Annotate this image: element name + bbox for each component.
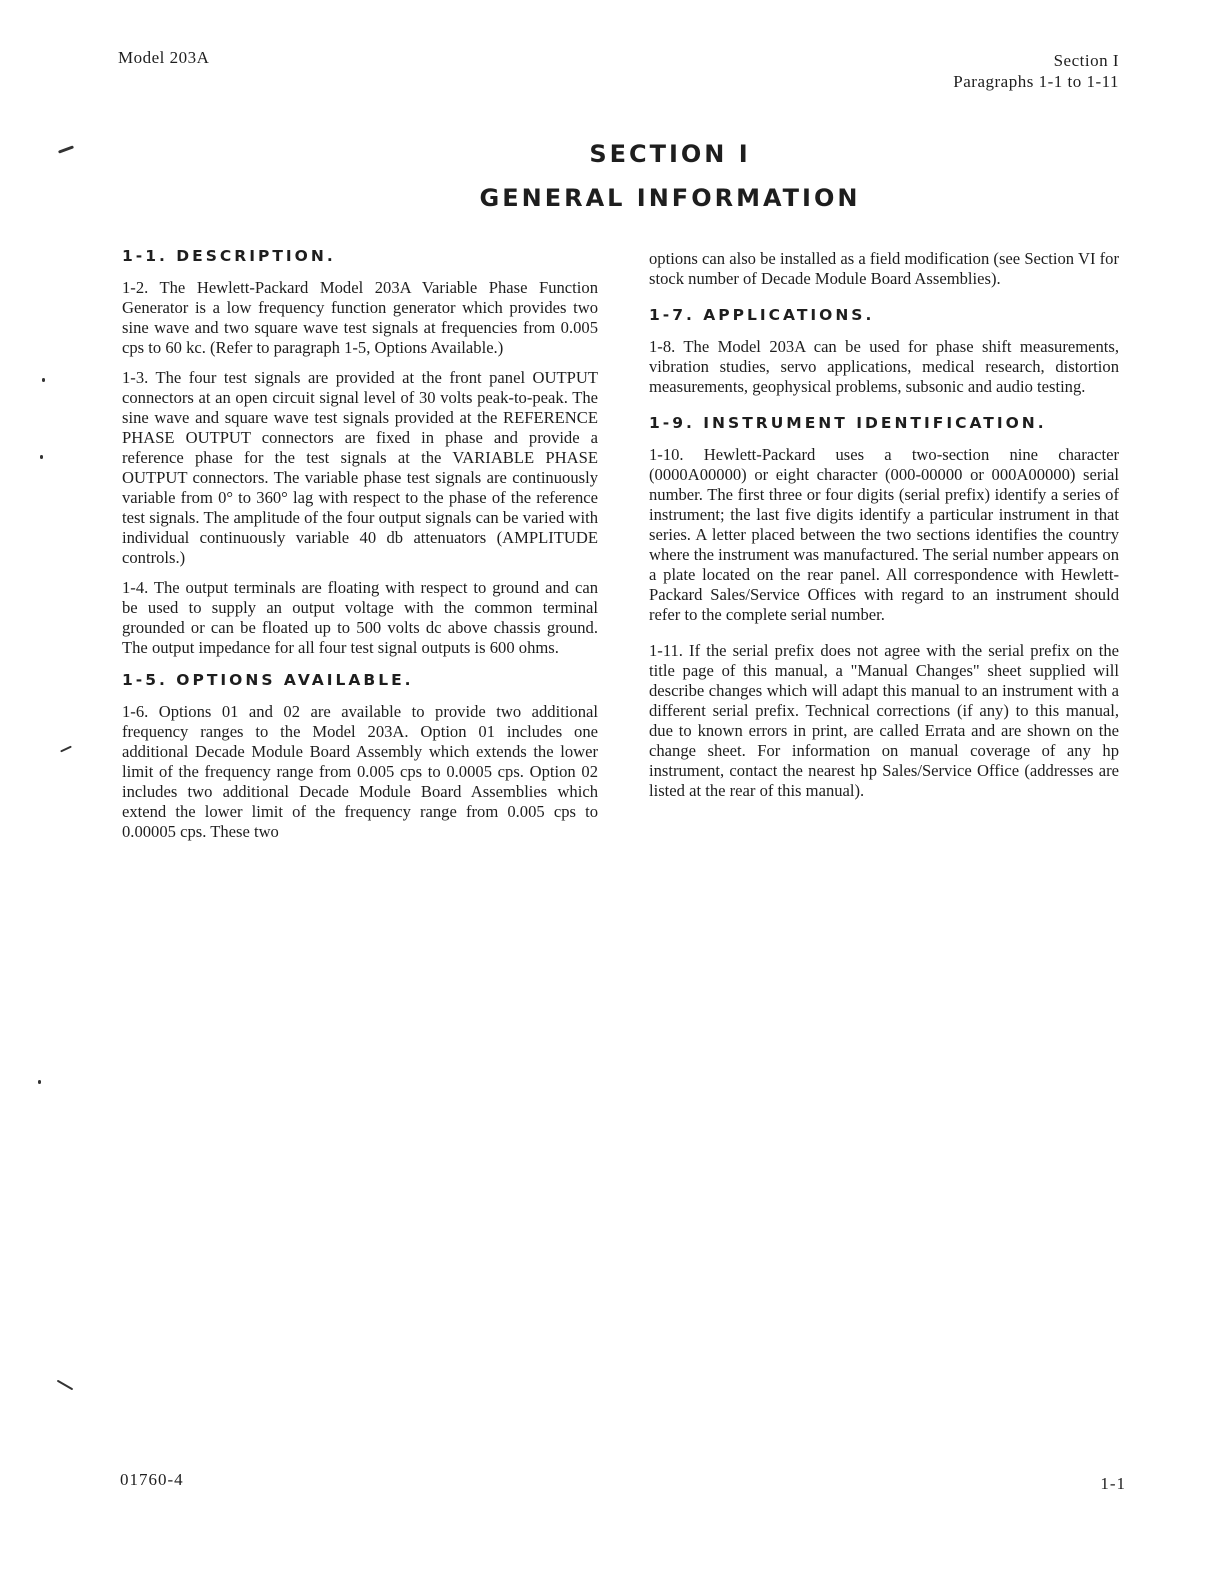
- heading-options-available: 1-5. OPTIONS AVAILABLE.: [122, 671, 414, 689]
- paragraph-1-6-continued: options can also be installed as a field modification (see Section VI for stock number of Decade Module Board Assemblies).: [649, 249, 1119, 288]
- paragraph-1-10: 1-10. Hewlett-Packard uses a two-section nine character (0000A00000) or eight character (000-00000 or 000A00000) serial number. The first three or four digits (serial prefix) identify a series of instrument; the last five digits identify a particular instrument in that series. A letter placed between the two sections identifies the country where the instrument was manufactured. The serial number appears on a plate located on the rear panel. All correspondence with Hewlett-Packard Sales/Service Offices with regard to an instrument should refer to the complete serial number.: [649, 445, 1119, 624]
- heading-description: 1-1. DESCRIPTION.: [122, 247, 336, 265]
- section-title: SECTION I: [589, 140, 751, 168]
- heading-applications: 1-7. APPLICATIONS.: [649, 306, 875, 324]
- paragraph-1-2: 1-2. The Hewlett-Packard Model 203A Variable Phase Function Generator is a low frequency function generator which provides two sine wave and two square wave test signals at frequencies from 0.005 cps to 60 kc. (Refer to paragraph 1-5, Options Available.): [122, 278, 598, 357]
- scan-mark: [57, 1380, 74, 1391]
- header-model: Model 203A: [118, 48, 210, 67]
- heading-instrument-identification: 1-9. INSTRUMENT IDENTIFICATION.: [649, 414, 1047, 432]
- section-subtitle: GENERAL INFORMATION: [479, 184, 861, 212]
- scan-mark: [42, 378, 45, 382]
- header-paragraphs: Paragraphs 1-1 to 1-11: [953, 72, 1119, 91]
- header-section: Section I: [1053, 51, 1119, 70]
- footer-page-number: 1-1: [1100, 1474, 1126, 1493]
- scan-mark: [38, 1080, 41, 1084]
- paragraph-1-6: 1-6. Options 01 and 02 are available to provide two additional frequency ranges to the Model 203A. Option 01 includes one additional Decade Module Board Assembly which extends the lower limit of the frequency range from 0.005 cps to 0.0005 cps. Option 02 includes two additional Decade Module Board Assemblies which extend the lower limit of the frequency range from 0.005 cps to 0.00005 cps. These two: [122, 702, 598, 841]
- right-column: [649, 249, 1119, 811]
- paragraph-1-8: 1-8. The Model 203A can be used for phase shift measurements, vibration studies, servo applications, medical research, distortion measurements, geophysical problems, subsonic and audio testing.: [649, 337, 1119, 396]
- scan-mark: [60, 746, 72, 753]
- paragraph-1-4: 1-4. The output terminals are floating with respect to ground and can be used to supply an output voltage with the common terminal grounded or can be floated up to 500 volts dc above chassis ground. The output impedance for all four test signal outputs is 600 ohms.: [122, 578, 598, 657]
- footer-doc-number: 01760-4: [120, 1470, 184, 1489]
- paragraph-1-3: 1-3. The four test signals are provided at the front panel OUTPUT connectors at an open circuit signal level of 30 volts peak-to-peak. The sine wave and square wave test signals provided at the REFERENCE PHASE OUTPUT connectors are fixed in phase and provide a reference phase for the test signals at the VARIABLE PHASE OUTPUT connectors. The variable phase test signals are continuously variable from 0° to 360° lag with respect to the phase of the reference test signals. The amplitude of the four output signals can be varied with individual continuously variable 40 db attenuators (AMPLITUDE controls.): [122, 368, 598, 567]
- scan-mark: [40, 455, 43, 459]
- header-section-info: [953, 50, 1119, 92]
- paragraph-1-11: 1-11. If the serial prefix does not agree with the serial prefix on the title page of this manual, a "Manual Changes" sheet supplied will describe changes which will adapt this manual to an instrument with a different serial prefix. Technical corrections (if any) to this manual, due to known errors in print, are called Errata and are shown on the change sheet. For information on manual coverage of any hp instrument, contact the nearest hp Sales/Service Office (addresses are listed at the rear of this manual).: [649, 641, 1119, 800]
- left-column: [122, 246, 598, 852]
